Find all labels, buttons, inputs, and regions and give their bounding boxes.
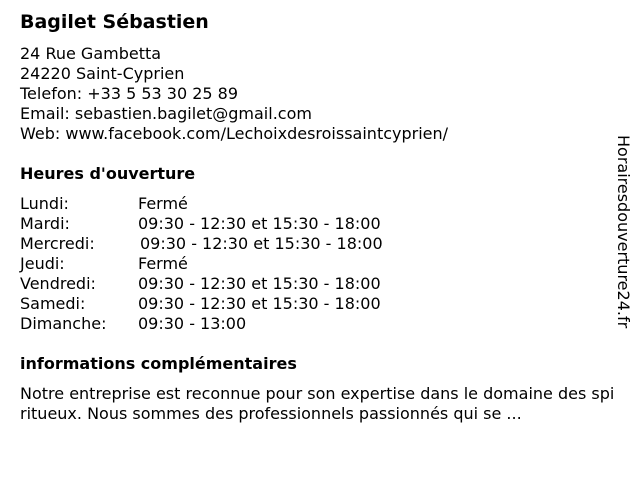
website: Web: www.facebook.com/Lechoixdesroissaintcyprien/ (20, 124, 449, 143)
time-value: 09:30 - 12:30 et 15:30 - 18:00 (138, 214, 381, 233)
time-value: Fermé (138, 254, 188, 273)
day-label: Jeudi: (20, 254, 65, 273)
site-brand-vertical: Horairesdouverture24.fr (614, 135, 633, 329)
time-value: 09:30 - 12:30 et 15:30 - 18:00 (138, 294, 381, 313)
address-city: 24220 Saint-Cyprien (20, 64, 185, 83)
day-label: Vendredi: (20, 274, 96, 293)
additional-info-heading: informations complémentaires (20, 354, 297, 373)
phone-number: Telefon: +33 5 53 30 25 89 (20, 84, 239, 103)
time-value: 09:30 - 12:30 et 15:30 - 18:00 (140, 234, 383, 253)
opening-hours-heading: Heures d'ouverture (20, 164, 196, 183)
business-name: Bagilet Sébastien (20, 11, 209, 33)
time-value: 09:30 - 12:30 et 15:30 - 18:00 (138, 274, 381, 293)
day-label: Mardi: (20, 214, 70, 233)
email-address: Email: sebastien.bagilet@gmail.com (20, 104, 312, 123)
contact-block (20, 44, 448, 144)
business-description: Notre entreprise est reconnue pour son expertise dans le domaine des spiritueux. Nous sommes des professionnels passionnés qui se ... (20, 384, 615, 423)
time-value: 09:30 - 13:00 (138, 314, 247, 333)
day-label: Dimanche: (20, 314, 107, 333)
day-label: Lundi: (20, 194, 69, 213)
day-label: Samedi: (20, 294, 86, 313)
time-value: Fermé (138, 194, 188, 213)
day-label: Mercredi: (20, 234, 95, 253)
address-street: 24 Rue Gambetta (20, 44, 162, 63)
